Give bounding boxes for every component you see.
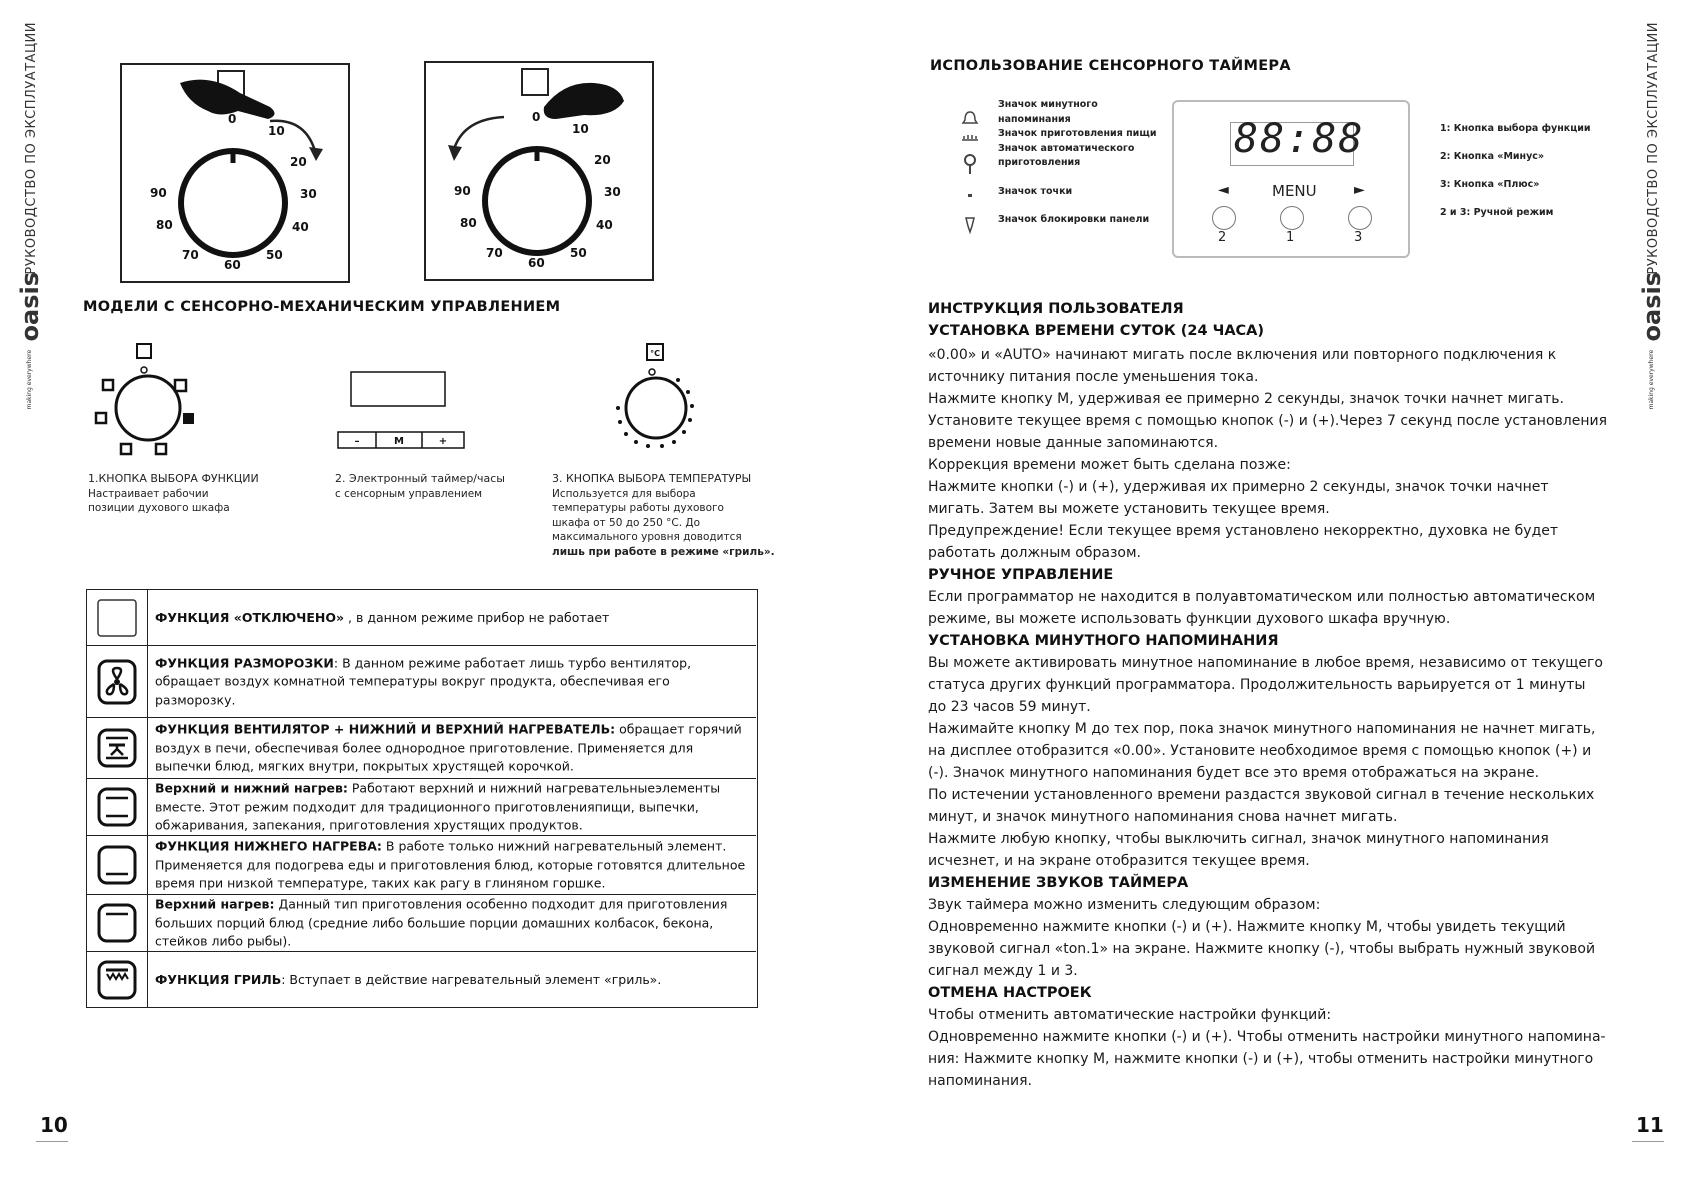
legend-line: Значок точки (998, 185, 1073, 197)
caption-title: 3. КНОПКА ВЫБОРА ТЕМПЕРАТУРЫ (552, 472, 752, 485)
mode-icon (103, 380, 113, 390)
dial-number: 90 (454, 184, 471, 198)
hand-icon (544, 83, 624, 119)
function-row-grill (87, 952, 756, 1007)
function-row-top-bottom (87, 779, 756, 836)
caption-line: максимального уровня доводится (552, 531, 742, 543)
timer-screen (351, 372, 445, 406)
menu-label: MENU (1272, 182, 1317, 200)
time-setting-heading: УСТАНОВКА ВРЕМЕНИ СУТОК (24 ЧАСА) (928, 323, 1265, 339)
function-name: ФУНКЦИЯ ГРИЛЬ (155, 971, 282, 987)
dial-circle (181, 151, 285, 255)
legend-line: Значок автоматического (998, 142, 1135, 154)
dial-number: 20 (594, 153, 611, 167)
models-heading: МОДЕЛИ С СЕНСОРНО-МЕХАНИЧЕСКИМ УПРАВЛЕНИЕМ (83, 299, 561, 315)
celsius-label: °C (650, 349, 660, 358)
dial-number: 50 (266, 248, 283, 262)
caption-function-knob (88, 472, 259, 516)
off-cell (87, 590, 148, 645)
dial-number: 80 (156, 218, 173, 232)
defrost-cell (87, 646, 148, 717)
dial-number: 10 (572, 122, 589, 136)
dial-number: 0 (532, 110, 541, 124)
legend-line: Значок приготовления пищи (998, 128, 1157, 139)
function-description (155, 895, 748, 951)
paragraph: Нажмите любую кнопку, чтобы выключить сигнал, значок минутного напоминания исчезнет, и на экране отобразится текущее время. (928, 831, 1549, 869)
function-row-top (87, 895, 756, 952)
top-bottom-heat-icon (96, 786, 138, 828)
function-text: : В данном режиме работает лишь турбо вентилятор, обращает воздух комнатной температуры вокруг продукта, обеспечивая его разморозку. (155, 654, 692, 707)
dial-number: 30 (604, 185, 621, 199)
function-row-defrost (87, 646, 756, 718)
top-heat-icon (96, 902, 138, 944)
function-description (155, 720, 748, 776)
dial-circle (485, 149, 589, 253)
function-description (155, 837, 748, 893)
function-description (155, 608, 748, 627)
caption-line: шкафа от 50 до 250 °С. До (552, 516, 700, 529)
button-number: 1 (1286, 230, 1295, 245)
top-cell (87, 895, 148, 951)
button-legend (1440, 115, 1591, 227)
dial-number: 40 (292, 220, 309, 234)
fan-cell (87, 718, 148, 778)
top-bottom-cell (87, 779, 148, 835)
auto-cooking-icon (965, 155, 975, 165)
caption-line: с сенсорным управлением (335, 487, 483, 500)
instruction-text (928, 298, 1608, 1092)
function-description (155, 970, 748, 989)
off-mode-icon (137, 344, 151, 358)
paragraph: Нажмите кнопку М, удерживая ее примерно 2 секунды, значок точки начнет мигать. Установите текущее время с помощью кнопок (-) и (+).Через 7 секунд после установления времени новые данные запоминаются. (928, 391, 1607, 451)
menu-touch-button[interactable] (1280, 206, 1304, 230)
function-text: : Вступает в действие нагревательный элемент «гриль». (281, 971, 662, 987)
functions-table (86, 589, 758, 1008)
button-number: 3 (1354, 230, 1363, 245)
dial-number: 20 (290, 155, 307, 169)
paragraph: Чтобы отменить автоматические настройки функций: (928, 1007, 1332, 1023)
function-row-off (87, 590, 756, 646)
function-text: обращает горячий воздух в печи, обеспечивая более однородное приготовление. Применяется для выпечки блюд, мягких внутри, покрытых хрустящей корочкой. (155, 721, 742, 774)
right-arrow-icon: ► (1354, 182, 1365, 198)
function-text: , в данном режиме прибор не работает (344, 609, 610, 625)
dial-number: 70 (486, 246, 503, 260)
fan-heater-icon (96, 727, 138, 769)
caption-timer (335, 472, 505, 501)
lock-icon (966, 218, 974, 232)
side-label-left: РУКОВОДСТВО ПО ЭКСПЛУАТАЦИИ (24, 22, 39, 275)
timer-minus-button: – (354, 436, 360, 447)
minute-reminder-heading: УСТАНОВКА МИНУТНОГО НАПОМИНАНИЯ (928, 633, 1279, 649)
function-name: Верхний и нижний нагрев: (155, 780, 348, 796)
function-row-bottom (87, 836, 756, 895)
dial-number: 50 (570, 246, 587, 260)
caption-line: лишь при работе в режиме «гриль». (552, 545, 775, 558)
paragraph: Нажмите кнопки (-) и (+), удерживая их примерно 2 секунды, значок точки начнет мигать. Затем вы можете установить текущее время. (928, 479, 1549, 517)
function-selector-knob (88, 340, 208, 460)
dot-icon (968, 194, 972, 197)
function-name: ФУНКЦИЯ «ОТКЛЮЧЕНО» (155, 609, 345, 625)
knob-indicator-square (522, 69, 548, 95)
dial-number: 30 (300, 187, 317, 201)
bottom-heat-icon (96, 844, 138, 886)
legend-line: 3: Кнопка «Плюс» (1440, 179, 1540, 190)
function-text: В работе только нижний нагревательный элемент. Применяется для подогрева еды и приготовления блюд, которые готовятся длительное время при низкой температуре, таких как рагу в глиняном горшке. (155, 838, 746, 891)
bell-icon (963, 112, 977, 123)
cooking-icon (962, 135, 978, 140)
caption-temperature-knob (552, 472, 775, 559)
dial-number: 70 (182, 248, 199, 262)
display-digits: 88:88 (1234, 116, 1365, 162)
legend-line: 2 и 3: Ручной режим (1440, 207, 1554, 218)
plus-touch-button[interactable] (1348, 206, 1372, 230)
page-number-rule-left (36, 1141, 68, 1142)
function-name: Верхний нагрев: (155, 896, 275, 912)
paragraph: Коррекция времени может быть сделана позже: (928, 457, 1291, 473)
bottom-cell (87, 836, 148, 894)
dial-number: 60 (224, 258, 241, 272)
brand-logo-right (1640, 272, 1664, 409)
caption-title: 1.КНОПКА ВЫБОРА ФУНКЦИИ (88, 472, 259, 485)
paragraph: По истечении установленного времени раздастся звуковой сигнал в течение нескольких минут, и значок минутного напоминания снова начнет мигать. (928, 787, 1595, 825)
legend-line: 2: Кнопка «Минус» (1440, 151, 1545, 162)
mode-icon (121, 444, 131, 454)
function-name: ФУНКЦИЯ РАЗМОРОЗКИ (155, 654, 334, 670)
function-description (155, 779, 748, 835)
timer-plus-button: + (438, 436, 448, 447)
paragraph: Если программатор не находится в полуавтоматическом или полностью автоматическом режиме, вы можете использовать функции духового шкафа вручную. (928, 589, 1596, 627)
mode-icon (183, 413, 194, 424)
mode-icon (156, 444, 166, 454)
dial-number: 40 (596, 218, 613, 232)
dial-figure-counterclockwise (424, 61, 654, 283)
function-description (155, 654, 748, 710)
function-text: Работают верхний и нижний нагревательныеэлементы вместе. Этот режим подходит для традиционного приготовленияпищи, выпечки, обжаривания, запекания, приготовления хрустящих продуктов. (155, 780, 721, 833)
minus-touch-button[interactable] (1212, 206, 1236, 230)
logo-tagline: making everywhere (26, 349, 33, 410)
dial-figure-clockwise (120, 63, 350, 285)
user-instruction-heading: ИНСТРУКЦИЯ ПОЛЬЗОВАТЕЛЯ (928, 301, 1184, 317)
grill-icon (96, 959, 138, 1001)
logo-brand: oasis (16, 272, 44, 342)
dial-number: 80 (460, 216, 477, 230)
logo-brand: oasis (1638, 272, 1666, 342)
mode-icon (175, 380, 186, 391)
paragraph: Нажимайте кнопку М до тех пор, пока значок минутного напоминания не начнет мигать, на дисплее отобразится «0.00». Установите необходимое время с помощью кнопок (+) и (-). Значок минутного напоминания будет все это время отображаться на экране. (928, 721, 1596, 781)
side-label-right: РУКОВОДСТВО ПО ЭКСПЛУАТАЦИИ (1646, 22, 1661, 275)
page-number-rule-right (1632, 1141, 1664, 1142)
timer-display-panel (1172, 100, 1410, 258)
sensor-timer-illustration (336, 368, 466, 454)
function-name: ФУНКЦИЯ НИЖНЕГО НАГРЕВА: (155, 838, 382, 854)
caption-line: позиции духового шкафа (88, 502, 230, 514)
legend-line: Значок блокировки панели (998, 214, 1150, 225)
timer-heading: ИСПОЛЬЗОВАНИЕ СЕНСОРНОГО ТАЙМЕРА (930, 58, 1291, 74)
off-mode-icon (96, 598, 138, 638)
manual-control-heading: РУЧНОЕ УПРАВЛЕНИЕ (928, 567, 1114, 583)
paragraph: «0.00» и «AUTO» начинают мигать после включения или повторного подключения к источнику питания после уменьшения тока. (928, 347, 1557, 385)
caption-line: температуры работы духового (552, 502, 724, 514)
page-number-left: 10 (40, 1113, 68, 1137)
paragraph: Предупреждение! Если текущее время установлено некорректно, духовка не будет работать должным образом. (928, 523, 1559, 561)
grill-cell (87, 952, 148, 1007)
legend-line: приготовления (998, 157, 1081, 168)
timer-icons-column (958, 108, 982, 238)
function-text: Данный тип приготовления особенно подходит для приготовления больших порций блюд (средние либо большие порции домашних колбасок, бекона, стейков либо рыбы). (155, 896, 728, 949)
legend-line: напоминания (998, 113, 1071, 125)
left-arrow-icon: ◄ (1218, 182, 1229, 198)
page-number-right: 11 (1636, 1113, 1664, 1137)
legend-line: 1: Кнопка выбора функции (1440, 123, 1591, 134)
legend-line: Значок минутного (998, 99, 1098, 110)
dial-number: 60 (528, 256, 545, 270)
caption-title: 2. Электронный таймер/часы (335, 472, 505, 485)
paragraph: Одновременно нажмите кнопки (-) и (+). Нажмите кнопку М, чтобы увидеть текущий звуковой сигнал «ton.1» на экране. Нажмите кнопку (-), чтобы выбрать нужный звуковой сигнал между 1 и 3. (928, 919, 1596, 979)
cancel-settings-heading: ОТМЕНА НАСТРОЕК (928, 985, 1092, 1001)
icon-legend (998, 98, 1157, 228)
dial-number: 10 (268, 124, 285, 138)
function-name: ФУНКЦИЯ ВЕНТИЛЯТОР + НИЖНИЙ И ВЕРХНИЙ НАГРЕВАТЕЛЬ: (155, 721, 616, 737)
logo-tagline: making everywhere (1648, 349, 1655, 410)
mode-icon (96, 413, 106, 423)
defrost-fan-icon (96, 658, 138, 706)
temperature-knob (596, 340, 716, 460)
paragraph: Одновременно нажмите кнопки (-) и (+). Чтобы отменить настройки минутного напомина-ния: Нажмите кнопку М, нажмите кнопки (-) и (+), чтобы отменить настройки минутного напоминания. (928, 1029, 1606, 1089)
brand-logo-left (18, 272, 42, 409)
dial-number: 90 (150, 186, 167, 200)
rotate-arrow-icon (454, 117, 504, 149)
paragraph: Вы можете активировать минутное напоминание в любое время, независимо от текущего статуса других функций программатора. Продолжительность варьируется от 1 минуты до 23 часов 59 минут. (928, 655, 1603, 715)
timer-sounds-heading: ИЗМЕНЕНИЕ ЗВУКОВ ТАЙМЕРА (928, 875, 1189, 891)
function-row-fan-top-bottom (87, 718, 756, 779)
caption-line: Используется для выбора (552, 487, 696, 500)
caption-line: Настраивает рабочии (88, 487, 209, 500)
timer-m-button: M (394, 436, 404, 447)
dial-number: 0 (228, 112, 237, 126)
button-number: 2 (1218, 230, 1227, 245)
paragraph: Звук таймера можно изменить следующим образом: (928, 897, 1321, 913)
